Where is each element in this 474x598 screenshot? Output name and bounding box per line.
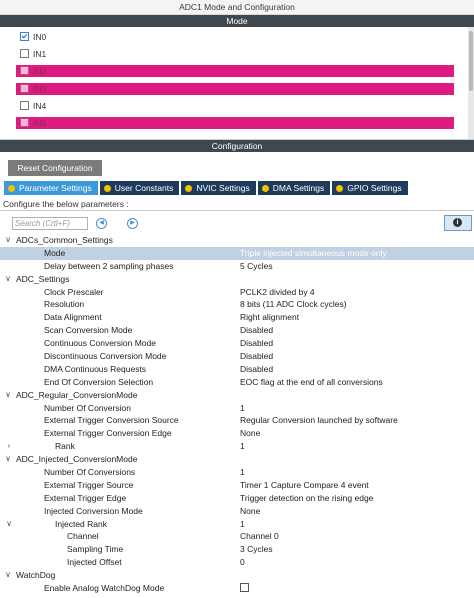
parameter-value[interactable]: Triple injected simultaneous mode only [240,247,387,258]
mode-panel [0,27,474,140]
channel-label: IN4 [33,100,47,111]
parameter-name: Number Of Conversions [44,467,136,478]
parameter-group[interactable] [0,389,474,402]
mode-channel-in5[interactable] [16,117,454,129]
tab-label: User Constants [114,183,174,193]
parameter-name: External Trigger Conversion Edge [44,428,172,439]
parameter-name: Clock Prescaler [44,286,104,297]
channel-label: IN5 [33,118,47,128]
parameter-value[interactable]: None [240,428,261,439]
info-icon: i [453,218,462,227]
channel-checkbox[interactable] [20,101,29,110]
channel-label: IN1 [33,49,47,60]
parameter-value[interactable]: 1 [240,441,245,452]
parameter-name: DMA Continuous Requests [44,363,147,374]
parameter-value[interactable]: 1 [240,402,245,413]
tab-label: DMA Settings [272,183,325,193]
chevron-down-icon[interactable]: ∨ [5,570,11,580]
chevron-down-icon[interactable]: ∨ [5,273,11,283]
parameter-value[interactable]: 0 [240,557,245,568]
parameter-name: Number Of Conversion [44,402,131,413]
configuration-section-header: Configuration [0,140,474,152]
parameter-value[interactable]: 1 [240,518,245,529]
parameter-row[interactable] [0,311,474,324]
reset-configuration-button[interactable]: Reset Configuration [8,160,102,176]
parameter-value[interactable]: 3 Cycles [240,544,273,555]
parameter-name: End Of Conversion Selection [44,376,154,387]
tab-user-constants[interactable] [100,181,180,195]
configure-parameters-label: Configure the below parameters : [3,199,129,209]
mode-channel-in1[interactable] [16,48,454,60]
parameter-row[interactable] [0,363,474,376]
parameter-value[interactable]: 5 Cycles [240,260,273,271]
parameter-row[interactable] [0,247,474,260]
parameter-name: Continuous Conversion Mode [44,338,156,349]
parameter-value[interactable]: Trigger detection on the rising edge [240,492,374,503]
channel-label: IN0 [33,32,47,42]
parameter-row[interactable] [0,556,474,569]
search-input[interactable]: Search (Crtl+F) [12,217,88,230]
channel-checkbox[interactable] [20,49,29,58]
chevron-down-icon[interactable]: ∨ [6,518,12,528]
parameter-name: ADCs_Common_Settings [16,235,113,245]
parameter-group[interactable] [0,569,474,582]
parameter-value[interactable]: Timer 1 Capture Compare 4 event [240,479,369,490]
parameter-row[interactable] [0,492,474,505]
mode-channel-in4[interactable] [16,100,454,112]
parameter-tree [0,234,474,595]
parameter-name: Delay between 2 sampling phases [44,260,174,271]
parameter-name: External Trigger Conversion Source [44,415,179,426]
tab-status-icon [185,185,192,192]
parameter-name: Injected Rank [55,518,107,529]
parameter-name: Sampling Time [67,544,124,555]
parameter-name: Mode [44,247,66,258]
tab-label: GPIO Settings [347,183,402,193]
mode-section-header: Mode [0,15,474,27]
tab-label: Parameter Settings [19,183,92,193]
channel-label: IN2 [33,66,47,77]
mode-channel-in3[interactable] [16,83,454,95]
tab-dma-settings[interactable] [258,181,331,195]
channel-label: IN3 [33,83,47,94]
parameter-value[interactable]: 1 [240,467,245,478]
tab-status-icon [8,185,15,192]
parameter-value[interactable]: Regular Conversion launched by software [240,415,398,426]
parameter-name: Data Alignment [44,312,102,323]
parameter-row[interactable] [0,286,474,299]
parameter-name: ADC_Injected_ConversionMode [16,454,138,465]
parameter-name: ADC_Regular_ConversionMode [16,389,138,400]
parameter-name: Discontinuous Conversion Mode [44,351,167,362]
parameter-name: Rank [55,441,75,452]
parameter-group[interactable] [0,234,474,247]
mode-channel-in2[interactable] [16,65,454,77]
parameter-row[interactable] [0,376,474,389]
parameter-row[interactable] [0,324,474,337]
parameter-value[interactable]: 8 bits (11 ADC Clock cycles) [240,299,347,310]
parameter-row[interactable] [0,337,474,350]
channel-checkbox[interactable] [20,32,29,41]
parameter-value[interactable]: Disabled [240,325,274,336]
parameter-checkbox[interactable] [240,582,249,595]
chevron-down-icon[interactable]: ∨ [5,389,11,399]
parameter-row[interactable] [0,260,474,273]
parameter-name: Injected Offset [67,557,122,568]
parameter-value[interactable]: Channel 0 [240,531,279,542]
config-tabs [4,181,410,195]
parameter-value[interactable]: PCLK2 divided by 4 [240,286,315,297]
tab-status-icon [262,185,269,192]
parameter-name: Channel [67,531,99,542]
chevron-right-icon[interactable]: › [7,441,11,451]
parameter-value[interactable]: None [240,505,261,516]
parameter-row[interactable] [0,518,474,531]
parameter-row[interactable] [0,298,474,311]
parameter-value[interactable]: Disabled [240,338,274,349]
parameter-name: WatchDog [16,570,56,581]
parameter-row[interactable] [0,530,474,543]
channel-checkbox[interactable] [20,84,29,93]
tab-parameter-settings[interactable] [4,181,98,195]
parameter-value[interactable]: EOC flag at the end of all conversions [240,376,383,387]
mode-scrollbar[interactable] [468,27,474,139]
parameter-row[interactable] [0,543,474,556]
parameter-group[interactable] [0,453,474,466]
channel-checkbox[interactable] [20,66,29,75]
parameter-name: Injected Conversion Mode [44,505,143,516]
parameter-row[interactable] [0,466,474,479]
info-button[interactable] [444,215,472,231]
parameter-group[interactable] [0,273,474,286]
parameter-value[interactable]: Disabled [240,351,274,362]
mode-channel-in0[interactable] [16,31,454,43]
parameter-name: Scan Conversion Mode [44,325,133,336]
tab-status-icon [336,185,343,192]
parameter-row[interactable] [0,402,474,415]
parameter-row[interactable] [0,440,474,453]
parameter-row[interactable] [0,427,474,440]
parameter-value[interactable]: Right alignment [240,312,300,323]
divider [0,210,474,211]
parameter-row[interactable] [0,350,474,363]
parameter-name: Resolution [44,299,85,310]
tab-status-icon [104,185,111,192]
parameter-row[interactable] [0,505,474,518]
parameter-row[interactable] [0,479,474,492]
search-next-icon[interactable]: ▶ [127,218,138,229]
configuration-panel [0,152,474,594]
tab-nvic-settings[interactable] [181,181,255,195]
parameter-row[interactable] [0,414,474,427]
tab-label: NVIC Settings [196,183,250,193]
parameter-name: ADC_Settings [16,273,70,284]
parameter-name: External Trigger Edge [44,492,127,503]
channel-checkbox[interactable] [20,118,29,127]
parameter-value[interactable]: Disabled [240,363,274,374]
window-title: ADC1 Mode and Configuration [0,0,474,15]
parameter-name: External Trigger Source [44,479,134,490]
parameter-name: Enable Analog WatchDog Mode [44,583,165,594]
parameter-row[interactable] [0,582,474,595]
tab-gpio-settings[interactable] [332,181,407,195]
chevron-down-icon[interactable]: ∨ [5,454,11,464]
search-previous-icon[interactable]: ◀ [96,218,107,229]
chevron-down-icon[interactable]: ∨ [5,235,11,244]
